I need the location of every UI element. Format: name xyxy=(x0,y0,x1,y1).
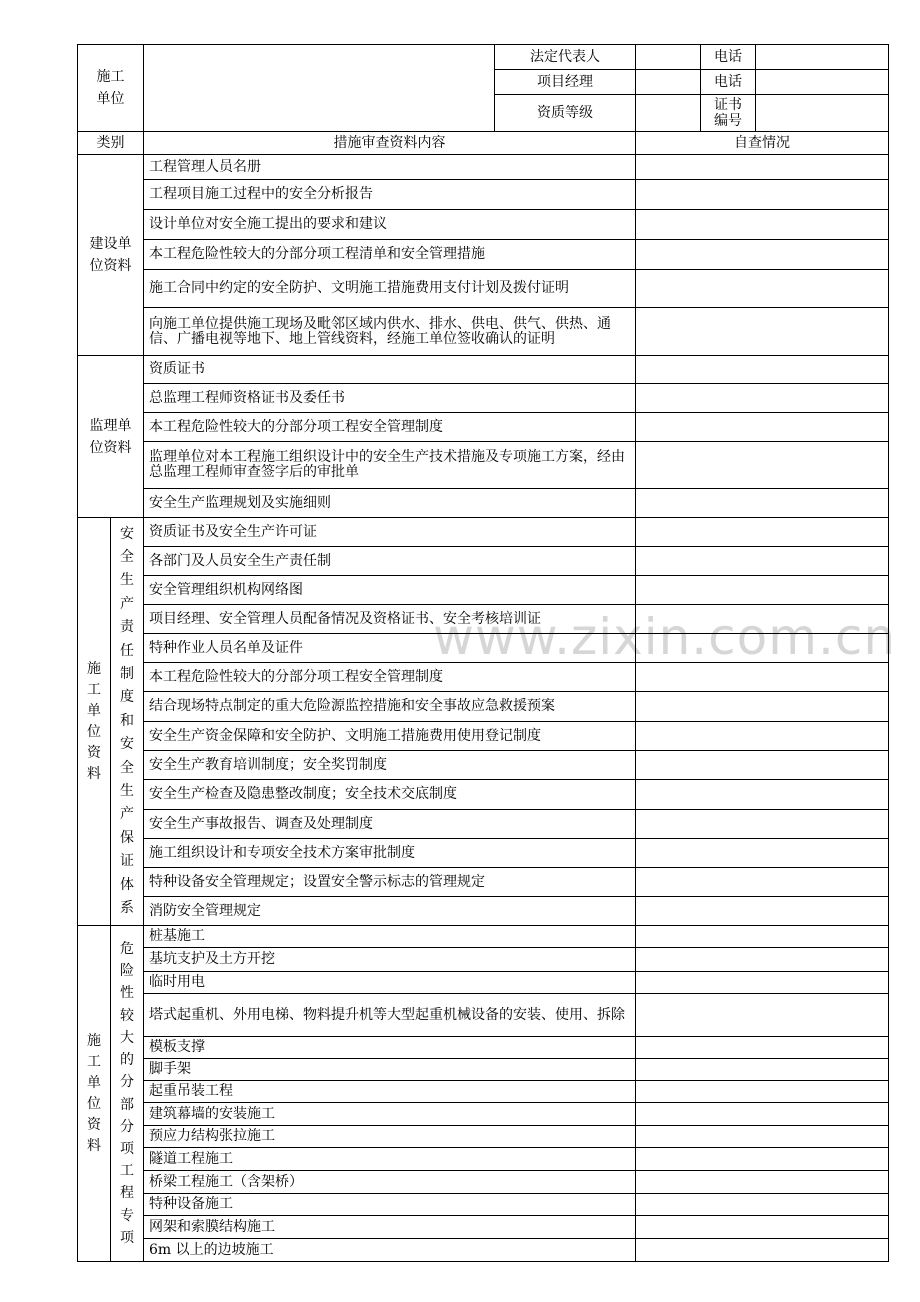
self-check-field[interactable] xyxy=(636,1081,889,1103)
review-item-text: 安全生产检查及隐患整改制度；安全技术交底制度 xyxy=(144,780,636,810)
contractor-safety-subcategory-label: 安 全 生 产 责 任 制 度 和 安 全 生 产 保 证 体 系 xyxy=(111,518,144,926)
table-row xyxy=(78,663,889,692)
table-row xyxy=(78,1059,889,1081)
column-header-row xyxy=(78,132,889,155)
review-item-text: 监理单位对本工程施工组织设计中的安全生产技术措施及专项施工方案，经由总监理工程师审查签字后的审批单 xyxy=(144,442,636,489)
review-item-text: 桩基施工 xyxy=(144,926,636,948)
self-check-field[interactable] xyxy=(636,240,889,270)
self-check-field[interactable] xyxy=(636,1239,889,1262)
review-item-text: 资质证书 xyxy=(144,356,636,384)
self-check-field[interactable] xyxy=(636,155,889,180)
table-row xyxy=(78,1103,889,1126)
table-row xyxy=(78,270,889,308)
column-header-self-check: 自查情况 xyxy=(636,132,889,155)
review-item-text: 各部门及人员安全生产责任制 xyxy=(144,547,636,576)
table-row xyxy=(78,780,889,810)
table-row xyxy=(78,810,889,839)
self-check-field[interactable] xyxy=(636,663,889,692)
table-row xyxy=(78,180,889,210)
phone-label-1: 电话 xyxy=(701,45,756,70)
table-row xyxy=(78,489,889,518)
contractor-hazard-subcategory-label: 危 险 性 较 大 的 分 部 分 项 工 程 专 项 xyxy=(111,926,144,1262)
phone-field-2[interactable] xyxy=(756,70,889,95)
review-item-text: 安全生产监理规划及实施细则 xyxy=(144,489,636,518)
qualification-level-field[interactable] xyxy=(636,95,701,132)
certificate-no-field[interactable] xyxy=(756,95,889,132)
contractor-hazard-category-label: 施 工 单 位 资 料 xyxy=(78,926,111,1262)
review-item-text: 特种设备安全管理规定；设置安全警示标志的管理规定 xyxy=(144,868,636,897)
table-row xyxy=(78,155,889,180)
table-row xyxy=(78,1216,889,1239)
table-row xyxy=(78,972,889,994)
self-check-field[interactable] xyxy=(636,948,889,972)
review-item-text: 项目经理、安全管理人员配备情况及资格证书、安全考核培训证 xyxy=(144,605,636,634)
review-item-text: 施工组织设计和专项安全技术方案审批制度 xyxy=(144,839,636,868)
header-row-legal-rep xyxy=(78,45,889,70)
self-check-field[interactable] xyxy=(636,270,889,308)
review-item-text: 隧道工程施工 xyxy=(144,1148,636,1171)
table-row xyxy=(78,692,889,722)
self-check-field[interactable] xyxy=(636,810,889,839)
unit-name-field[interactable] xyxy=(144,45,495,132)
table-row xyxy=(78,442,889,489)
self-check-field[interactable] xyxy=(636,518,889,547)
legal-rep-field[interactable] xyxy=(636,45,701,70)
self-check-field[interactable] xyxy=(636,1037,889,1059)
supervision-unit-category-label: 监理单 位资料 xyxy=(78,356,144,518)
table-row xyxy=(78,308,889,356)
table-row xyxy=(78,1239,889,1262)
review-item-text: 网架和索膜结构施工 xyxy=(144,1216,636,1239)
qualification-level-label: 资质等级 xyxy=(495,95,636,132)
review-item-text: 特种作业人员名单及证件 xyxy=(144,634,636,663)
self-check-field[interactable] xyxy=(636,1171,889,1194)
table-row xyxy=(78,1126,889,1148)
construction-unit-category-label: 建设单 位资料 xyxy=(78,155,144,356)
table-row xyxy=(78,356,889,384)
table-row xyxy=(78,839,889,868)
review-item-text: 资质证书及安全生产许可证 xyxy=(144,518,636,547)
unit-label-cell xyxy=(78,45,144,132)
legal-rep-label: 法定代表人 xyxy=(495,45,636,70)
table-row xyxy=(78,722,889,751)
review-item-text: 工程项目施工过程中的安全分析报告 xyxy=(144,180,636,210)
review-item-text: 工程管理人员名册 xyxy=(144,155,636,180)
self-check-field[interactable] xyxy=(636,972,889,994)
self-check-field[interactable] xyxy=(636,722,889,751)
unit-label: 施工 单位 xyxy=(96,69,125,107)
self-check-field[interactable] xyxy=(636,308,889,356)
contractor-safety-category-label: 施 工 单 位 资 料 xyxy=(78,518,111,926)
table-row xyxy=(78,994,889,1037)
self-check-field[interactable] xyxy=(636,1216,889,1239)
review-item-text: 预应力结构张拉施工 xyxy=(144,1126,636,1148)
self-check-field[interactable] xyxy=(636,356,889,384)
watermark: www.zixin.com.cn xyxy=(433,608,897,666)
self-check-field[interactable] xyxy=(636,180,889,210)
self-check-field[interactable] xyxy=(636,1148,889,1171)
self-check-field[interactable] xyxy=(636,547,889,576)
table-row xyxy=(78,384,889,413)
review-item-text: 安全管理组织机构网络图 xyxy=(144,576,636,605)
column-header-content: 措施审查资料内容 xyxy=(144,132,636,155)
project-manager-label: 项目经理 xyxy=(495,70,636,95)
review-item-text: 建筑幕墙的安装施工 xyxy=(144,1103,636,1126)
table-row xyxy=(78,576,889,605)
review-item-text: 特种设备施工 xyxy=(144,1194,636,1216)
review-item-text: 消防安全管理规定 xyxy=(144,897,636,926)
review-item-text: 向施工单位提供施工现场及毗邻区域内供水、排水、供电、供气、供热、通信、广播电视等地下、地上管线资料，经施工单位签收确认的证明 xyxy=(144,308,636,356)
review-item-text: 塔式起重机、外用电梯、物料提升机等大型起重机械设备的安装、使用、拆除 xyxy=(144,994,636,1037)
self-check-field[interactable] xyxy=(636,1059,889,1081)
self-check-field[interactable] xyxy=(636,926,889,948)
table-row xyxy=(78,518,889,547)
self-check-field[interactable] xyxy=(636,605,889,634)
review-item-text: 安全生产事故报告、调查及处理制度 xyxy=(144,810,636,839)
review-item-text: 设计单位对安全施工提出的要求和建议 xyxy=(144,210,636,240)
table-row xyxy=(78,1037,889,1059)
review-item-text: 总监理工程师资格证书及委任书 xyxy=(144,384,636,413)
self-check-field[interactable] xyxy=(636,897,889,926)
review-item-text: 临时用电 xyxy=(144,972,636,994)
table-row xyxy=(78,634,889,663)
table-row xyxy=(78,897,889,926)
project-manager-field[interactable] xyxy=(636,70,701,95)
table-row xyxy=(78,868,889,897)
self-check-field[interactable] xyxy=(636,489,889,518)
review-item-text: 6m 以上的边坡施工 xyxy=(144,1239,636,1262)
review-item-text: 模板支撑 xyxy=(144,1037,636,1059)
self-check-field[interactable] xyxy=(636,384,889,413)
self-check-field[interactable] xyxy=(636,994,889,1037)
review-item-text: 脚手架 xyxy=(144,1059,636,1081)
table-row xyxy=(78,1194,889,1216)
self-check-field[interactable] xyxy=(636,692,889,722)
table-row xyxy=(78,948,889,972)
self-check-field[interactable] xyxy=(636,1103,889,1126)
certificate-no-label xyxy=(701,95,756,132)
review-item-text: 本工程危险性较大的分部分项工程安全管理制度 xyxy=(144,663,636,692)
table-row xyxy=(78,1081,889,1103)
phone-field-1[interactable] xyxy=(756,45,889,70)
review-item-text: 安全生产资金保障和安全防护、文明施工措施费用使用登记制度 xyxy=(144,722,636,751)
self-check-field[interactable] xyxy=(636,210,889,240)
self-check-field[interactable] xyxy=(636,868,889,897)
self-check-field[interactable] xyxy=(636,634,889,663)
table-row xyxy=(78,605,889,634)
self-check-field[interactable] xyxy=(636,413,889,442)
self-check-field[interactable] xyxy=(636,839,889,868)
table-row xyxy=(78,1171,889,1194)
review-item-text: 本工程危险性较大的分部分项工程安全管理制度 xyxy=(144,413,636,442)
review-item-text: 结合现场特点制定的重大危险源监控措施和安全事故应急救援预案 xyxy=(144,692,636,722)
review-item-text: 基坑支护及土方开挖 xyxy=(144,948,636,972)
review-item-text: 施工合同中约定的安全防护、文明施工措施费用支付计划及拨付证明 xyxy=(144,270,636,308)
certificate-no-text: 证书 编号 xyxy=(714,97,742,129)
review-item-text: 桥梁工程施工（含架桥） xyxy=(144,1171,636,1194)
table-row xyxy=(78,926,889,948)
table-row xyxy=(78,210,889,240)
review-item-text: 本工程危险性较大的分部分项工程清单和安全管理措施 xyxy=(144,240,636,270)
table-row xyxy=(78,413,889,442)
table-row xyxy=(78,1148,889,1171)
table-row xyxy=(78,547,889,576)
table-row xyxy=(78,751,889,780)
self-check-field[interactable] xyxy=(636,576,889,605)
self-check-field[interactable] xyxy=(636,751,889,780)
column-header-category: 类别 xyxy=(78,132,144,155)
safety-measures-review-table xyxy=(77,44,889,1262)
review-item-text: 起重吊装工程 xyxy=(144,1081,636,1103)
self-check-field[interactable] xyxy=(636,1194,889,1216)
table-row xyxy=(78,240,889,270)
self-check-field[interactable] xyxy=(636,1126,889,1148)
self-check-field[interactable] xyxy=(636,780,889,810)
review-item-text: 安全生产教育培训制度；安全奖罚制度 xyxy=(144,751,636,780)
self-check-field[interactable] xyxy=(636,442,889,489)
phone-label-2: 电话 xyxy=(701,70,756,95)
